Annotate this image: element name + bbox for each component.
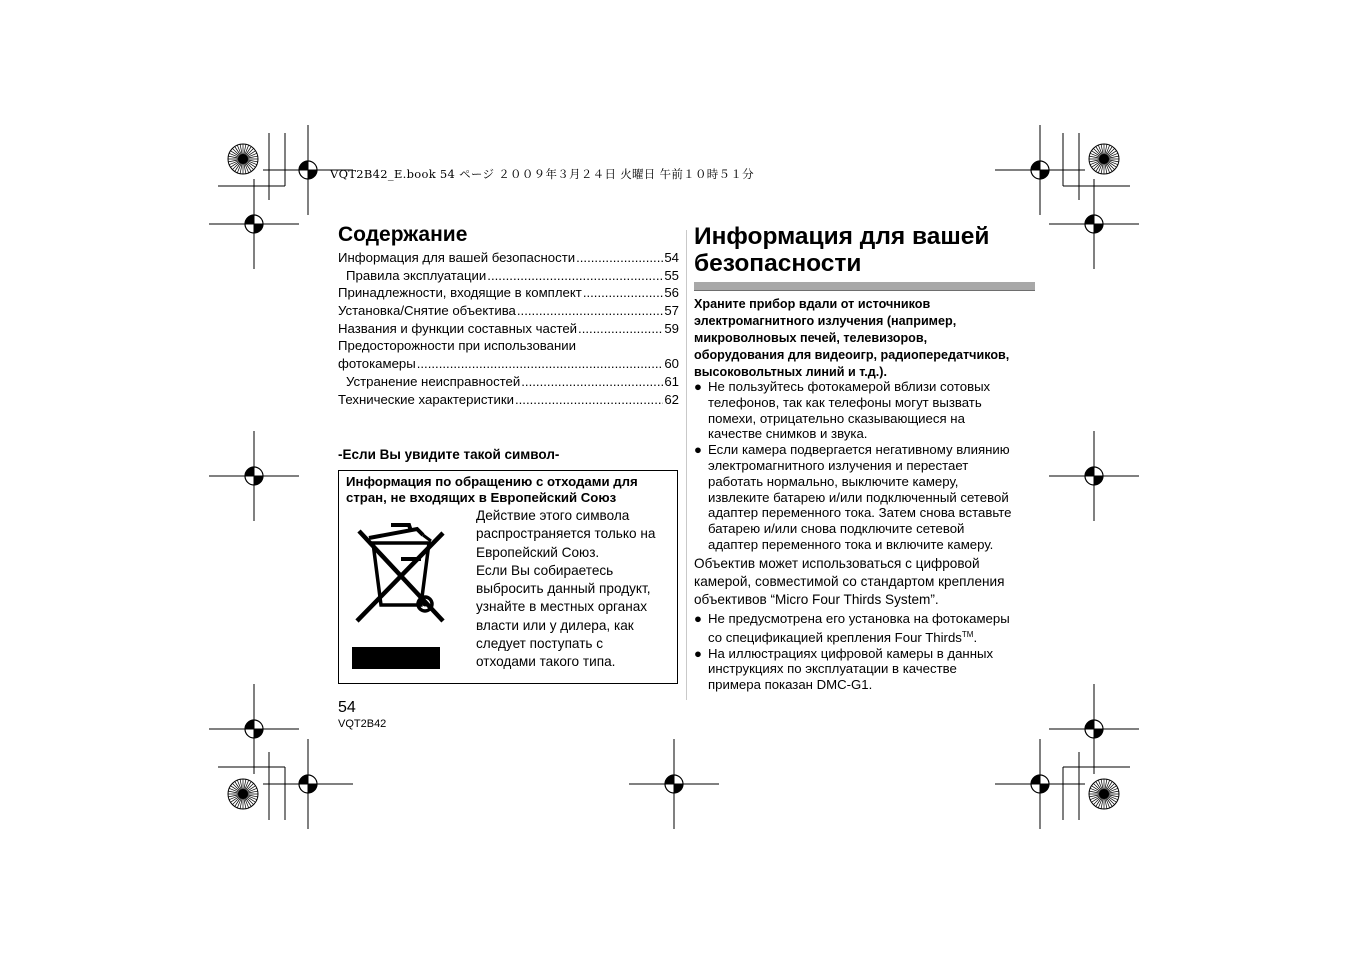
bullet-item — [694, 611, 1039, 646]
toc-item[interactable] — [338, 321, 679, 339]
waste-text-line: власти или у дилера, как — [476, 617, 634, 633]
trademark-sup: TM — [961, 629, 974, 639]
bullet-icon: ● — [694, 379, 702, 394]
warning-line: Храните прибор вдали от источников — [694, 297, 931, 311]
toc-item[interactable] — [338, 392, 679, 410]
toc-item-label: Названия и функции составных частей — [338, 320, 578, 336]
waste-text-line: отходами такого типа. — [476, 654, 616, 670]
toc-item-page: 57 — [664, 303, 679, 319]
toc-item-page: 56 — [664, 285, 679, 301]
toc-item-label-line1: Предосторожности при использовании — [338, 338, 576, 354]
lens-bullet-list — [694, 611, 1039, 693]
bullet-item — [694, 442, 1039, 553]
toc-item[interactable] — [338, 356, 679, 374]
safety-title-line: Информация для вашей — [694, 223, 990, 250]
model-code: VQT2B42 — [338, 718, 387, 730]
warning-line: высоковольтных линий и т.д.). — [694, 364, 887, 379]
bullet-line: примера показан DMC-G1. — [708, 677, 873, 693]
toc-item-label: Принадлежности, входящие в комплект — [338, 285, 582, 301]
toc-item-page: 54 — [664, 250, 679, 265]
bullet-line: инструкциях по эксплуатации в качестве — [708, 661, 957, 677]
toc-item[interactable] — [338, 250, 679, 268]
toc-title: Содержание — [338, 223, 468, 246]
title-underline-bar — [694, 282, 1035, 290]
symbol-heading: -Если Вы увидите такой символ- — [338, 447, 560, 462]
waste-text-line: Европейский Союз. — [476, 544, 600, 560]
crossed-out-wheelie-bin-icon — [351, 517, 451, 677]
bullet-line: адаптер переменного тока и включите камеру. — [708, 536, 994, 552]
column-divider — [686, 230, 687, 700]
bullet-line-end: . — [973, 629, 978, 645]
toc-item-label: Устранение неисправностей — [346, 373, 521, 389]
bullet-line: электромагнитного излучения и перестает — [708, 457, 969, 473]
toc-item[interactable] — [338, 285, 679, 303]
paragraph-line: камерой, совместимой со стандартом крепления — [694, 574, 1005, 590]
emc-bullet-list — [694, 379, 1039, 553]
toc-item-label: Информация для вашей безопасности — [338, 250, 576, 265]
bullet-item — [694, 646, 1039, 693]
bullet-line: На иллюстрациях цифровой камеры в данных — [708, 645, 994, 661]
bullet-icon: ● — [694, 645, 702, 661]
warning-line: оборудования для видеоигр, радиопередатчиков, — [694, 347, 1010, 362]
toc-item-page: 55 — [664, 267, 679, 283]
toc-item-page: 61 — [664, 373, 679, 389]
bullet-icon: ● — [694, 611, 702, 626]
waste-box-title: Информация по обращению с отходами для стран, не входящих в Европейский Союз — [346, 474, 638, 505]
toc-item-page: 60 — [664, 356, 679, 372]
toc-item-page: 59 — [664, 320, 679, 336]
warning-line: микроволновых печей, телевизоров, — [694, 330, 928, 345]
bullet-line: Не пользуйтесь фотокамерой вблизи сотовых — [708, 379, 991, 394]
toc-item-label: Установка/Снятие объектива — [338, 303, 516, 319]
bullet-line-text: со спецификацией крепления Four Thirds — [708, 629, 962, 645]
bullet-line: качестве снимков и звука. — [708, 426, 868, 442]
toc-item[interactable] — [338, 374, 679, 392]
waste-text-line: выбросить данный продукт, — [476, 581, 651, 597]
toc-item[interactable] — [338, 303, 679, 321]
bullet-line: Если камера подвергается негативному влиянию — [708, 442, 1010, 458]
waste-text-line: распространяется только на — [476, 526, 656, 542]
bullet-item — [694, 379, 1039, 442]
bullet-line: помехи, отрицательно сказывающиеся на — [708, 410, 965, 426]
lens-compatibility-paragraph — [694, 555, 1039, 610]
emc-warning — [694, 296, 1039, 381]
toc-item-label: Правила эксплуатации — [346, 267, 487, 283]
bullet-line: Не предусмотрена его установка на фотокамеры — [708, 611, 1010, 626]
page-number: 54 — [338, 699, 356, 716]
safety-title — [694, 223, 1034, 277]
bullet-line: адаптер переменного тока. Затем снова вставьте — [708, 505, 1012, 521]
table-of-contents — [338, 250, 679, 409]
bullet-icon: ● — [694, 442, 702, 458]
waste-text-line: Если Вы собираетесь — [476, 562, 614, 578]
bullet-line: извлеките батарею и/или подключенный сетевой — [708, 489, 1009, 505]
waste-text-line: узнайте в местных органах — [476, 599, 648, 615]
title-underline-rule — [694, 290, 1035, 291]
waste-text-line: Действие этого символа — [476, 508, 630, 523]
toc-item[interactable] — [338, 268, 679, 286]
paragraph-line: объективов “Micro Four Thirds System”. — [694, 592, 939, 608]
bullet-line — [708, 627, 1039, 646]
waste-box-text — [476, 507, 676, 672]
waste-text-line: следует поступать с — [476, 636, 604, 652]
paragraph-line: Объектив может использоваться с цифровой — [694, 556, 980, 571]
bullet-line: батарею и/или снова подключите сетевой — [708, 521, 965, 537]
print-file-info: VQT2B42_E.book 54 ページ ２００９年３月２４日 火曜日 午前１０時５１分 — [330, 167, 754, 181]
safety-title-line: безопасности — [694, 250, 862, 277]
toc-item-label: фотокамеры — [338, 356, 416, 372]
waste-disposal-box — [338, 470, 678, 684]
toc-item-page: 62 — [664, 391, 679, 407]
warning-line: электромагнитного излучения (например, — [694, 313, 957, 328]
bullet-line: телефонов, так как телефоны могут вызвать — [708, 394, 982, 410]
toc-item-label: Технические характеристики — [338, 391, 514, 407]
bullet-line: работать нормально, выключите камеру, — [708, 473, 959, 489]
